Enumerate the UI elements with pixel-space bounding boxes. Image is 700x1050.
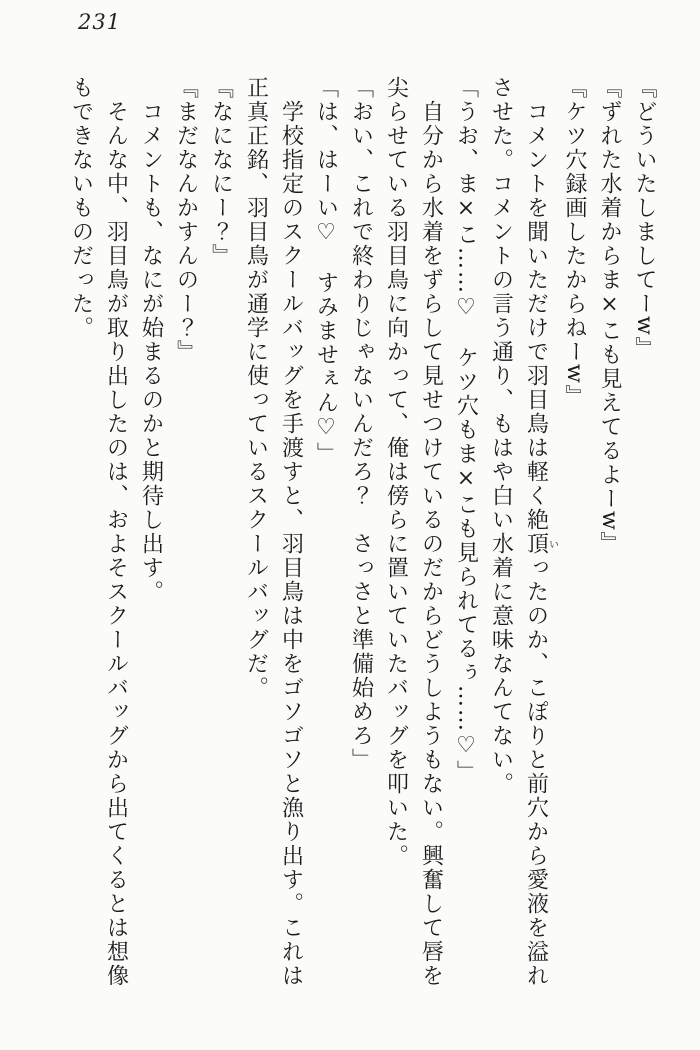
- text-line: 『ずれた水着からま×こも見えてるよーw』: [597, 76, 622, 556]
- text-line: 『どういたしましてーw』: [632, 76, 657, 361]
- text-line: 『まだなんかすんのー？』: [173, 76, 199, 364]
- text-line: 『なになにー？』: [208, 76, 234, 268]
- text-line: もできないものだった。: [68, 76, 94, 340]
- text-line: 学校指定のスクールバッグを手渡すと、羽目鳥は中をゴソゴソと漁り出す。これは: [278, 76, 304, 988]
- text-line: そんな中、羽目鳥が取り出したのは、およそスクールバッグから出てくるとは想像: [103, 76, 129, 988]
- text-line: 「おい、これで終わりじゃないんだろ？ さっさと準備始めろ」: [348, 76, 374, 772]
- text-line: コメントも、なにが始まるのかと期待し出す。: [138, 76, 164, 604]
- text-line: 尖らせている羽目鳥に向かって、俺は傍らに置いていたバッグを叩いた。: [383, 76, 409, 868]
- text-segment: ったのか、こぽりと前穴から愛液を溢れ: [523, 556, 549, 988]
- page-number: 231: [78, 10, 122, 34]
- text-line: 「うお、ま×こ……♡ ケツ穴もま×こも見られてるぅ……♡」: [453, 76, 479, 784]
- text-line: 自分から水着をずらして見せつけているのだからどうしようもない。興奮して唇を: [418, 76, 444, 988]
- text-line: [519, 76, 558, 1020]
- ruby-furigana: い: [546, 532, 558, 556]
- text-line: 「は、はーい♡ すみませぇん♡」: [313, 76, 339, 466]
- text-line: させた。コメントの言う通り、もはや白い水着に意味なんてない。: [488, 76, 514, 796]
- text-segment: コメントを聞いただけで羽目鳥は軽く絶: [523, 76, 549, 532]
- ruby-annotation: [523, 532, 558, 556]
- text-line: 『ケツ穴録画したからねーw』: [562, 76, 587, 409]
- text-line: 正真正銘、羽目鳥が通学に使っているスクールバッグだ。: [243, 76, 269, 700]
- text-block: [64, 76, 663, 1020]
- ruby-base: 頂: [523, 532, 549, 556]
